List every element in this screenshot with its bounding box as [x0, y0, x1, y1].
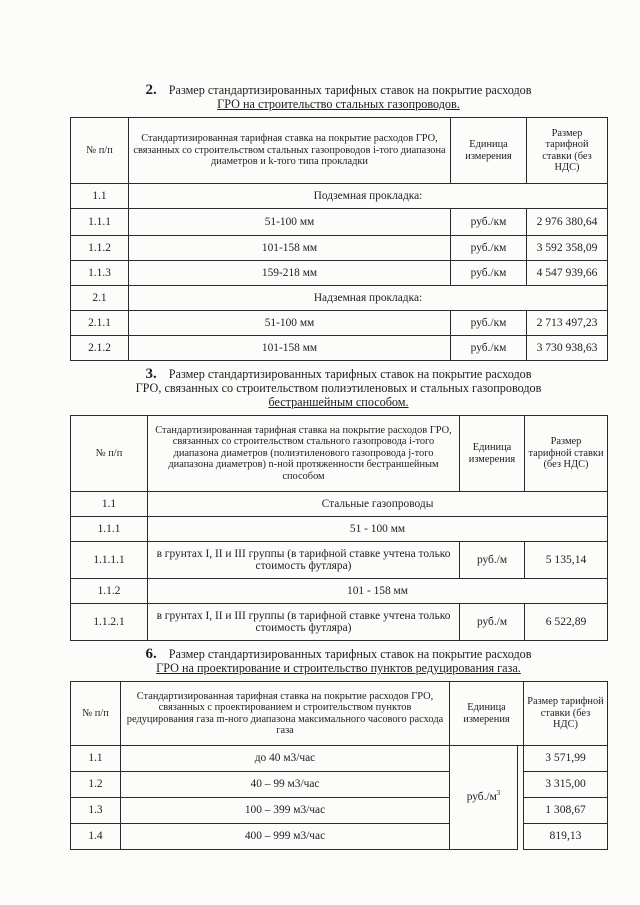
- table-row: [71, 517, 608, 542]
- header-num: № п/п: [71, 682, 121, 746]
- header-value: Размер тарифной ставки (без НДС): [525, 416, 608, 492]
- row-desc: 100 – 399 м3/час: [121, 798, 450, 824]
- row-num: 1.1: [71, 492, 148, 517]
- row-num: 1.1.1: [71, 517, 148, 542]
- header-value: Размер тарифной ставки (без НДС): [524, 682, 608, 746]
- header-desc: Стандартизированная тарифная ставка на покрытие расходов ГРО, связанных с проектированием и строительством пунктов редуцирования газа m-ного диапазона максимального часового расхода газа: [121, 682, 450, 746]
- section-3-heading: [70, 367, 607, 409]
- section-title: ГРО на строительство стальных газопроводов.: [217, 97, 460, 111]
- merged-unit-cell: [450, 746, 518, 850]
- row-unit: руб./км: [451, 261, 527, 286]
- table-row: [71, 261, 608, 286]
- row-num: 1.1.2: [71, 579, 148, 604]
- row-desc: 51-100 мм: [129, 311, 451, 336]
- row-num: 1.1.1: [71, 209, 129, 236]
- row-unit: руб./км: [451, 209, 527, 236]
- table-row: [71, 311, 608, 336]
- row-subheading: Стальные газопроводы: [148, 492, 608, 517]
- row-unit: руб./м: [460, 542, 525, 579]
- row-num: 2.1.1: [71, 311, 129, 336]
- table-row: [71, 492, 608, 517]
- table-row: [71, 184, 608, 209]
- unit-text: руб./м: [466, 791, 497, 804]
- section-title: бестраншейным способом.: [268, 395, 409, 409]
- row-num: 1.1.2: [71, 236, 129, 261]
- row-value: 3 571,99: [524, 746, 608, 772]
- table-row: [71, 542, 608, 579]
- row-num: 1.1: [71, 184, 129, 209]
- table-header-row: [71, 118, 608, 184]
- row-desc: 101-158 мм: [129, 336, 451, 361]
- row-desc: в грунтах I, II и III группы (в тарифной ставке учтена только стоимость футляра): [148, 604, 460, 641]
- row-subheading: Надземная прокладка:: [129, 286, 608, 311]
- section-number: 2.: [145, 82, 157, 98]
- row-value: 3 315,00: [524, 772, 608, 798]
- row-unit: руб./м: [460, 604, 525, 641]
- row-num: 2.1.2: [71, 336, 129, 361]
- row-num: 1.2: [71, 772, 121, 798]
- section-number: 3.: [145, 366, 157, 382]
- row-value: 4 547 939,66: [527, 261, 608, 286]
- row-desc: 51-100 мм: [129, 209, 451, 236]
- section-3: [70, 367, 607, 641]
- tariff-table-6: [70, 681, 608, 850]
- header-desc: Стандартизированная тарифная ставка на покрытие расходов ГРО, связанных со строительством стального газопровода i-того диапазона диаметров (полиэтиленового газопровода j-того диапазона диаметров) n-ной протяженности бестраншейным способом: [148, 416, 460, 492]
- header-unit: Единица измерения: [460, 416, 525, 492]
- row-value: 819,13: [524, 824, 608, 850]
- row-desc: в грунтах I, II и III группы (в тарифной ставке учтена только стоимость футляра): [148, 542, 460, 579]
- row-value: 2 713 497,23: [527, 311, 608, 336]
- table-row: [71, 579, 608, 604]
- section-2-heading: [70, 83, 607, 111]
- header-num: № п/п: [71, 118, 129, 184]
- section-title: ГРО на проектирование и строительство пунктов редуцирования газа.: [156, 661, 521, 675]
- row-value: 3 592 358,09: [527, 236, 608, 261]
- row-value: 2 976 380,64: [527, 209, 608, 236]
- tariff-table-2: [70, 117, 608, 361]
- row-value: 5 135,14: [525, 542, 608, 579]
- section-title: Размер стандартизированных тарифных ставок на покрытие расходов: [168, 647, 532, 661]
- table-row: [71, 746, 608, 772]
- section-title: Размер стандартизированных тарифных ставок на покрытие расходов: [168, 367, 532, 381]
- table-header-row: [71, 416, 608, 492]
- table-row: [71, 286, 608, 311]
- row-unit: руб./км: [451, 311, 527, 336]
- row-unit: руб./км: [451, 236, 527, 261]
- header-num: № п/п: [71, 416, 148, 492]
- row-value: 6 522,89: [525, 604, 608, 641]
- tariff-table-3: [70, 415, 608, 641]
- unit-superscript: 3: [496, 789, 501, 798]
- table-row: [71, 236, 608, 261]
- row-num: 1.3: [71, 798, 121, 824]
- row-num: 1.4: [71, 824, 121, 850]
- row-num: 1.1.2.1: [71, 604, 148, 641]
- table-row: [71, 824, 608, 850]
- table-row: [71, 209, 608, 236]
- row-subheading: 51 - 100 мм: [148, 517, 608, 542]
- row-num: 2.1: [71, 286, 129, 311]
- row-subheading: Подземная прокладка:: [129, 184, 608, 209]
- row-desc: до 40 м3/час: [121, 746, 450, 772]
- table-header-row: [71, 682, 608, 746]
- section-6-heading: [70, 647, 607, 675]
- row-value: 1 308,67: [524, 798, 608, 824]
- section-6: [70, 647, 607, 850]
- section-title: Размер стандартизированных тарифных ставок на покрытие расходов: [168, 83, 532, 97]
- table-row: [71, 604, 608, 641]
- header-unit: Единица измерения: [450, 682, 524, 746]
- row-unit: руб./км: [451, 336, 527, 361]
- row-subheading: 101 - 158 мм: [148, 579, 608, 604]
- row-num: 1.1.1.1: [71, 542, 148, 579]
- header-desc: Стандартизированная тарифная ставка на покрытие расходов ГРО, связанных со строительством стальных газопроводов i-того диапазона диаметров и k-того типа прокладки: [129, 118, 451, 184]
- section-number: 6.: [145, 646, 157, 662]
- row-desc: 400 – 999 м3/час: [121, 824, 450, 850]
- section-2: [70, 83, 607, 361]
- header-unit: Единица измерения: [451, 118, 527, 184]
- table-row: [71, 336, 608, 361]
- row-num: 1.1.3: [71, 261, 129, 286]
- row-desc: 159-218 мм: [129, 261, 451, 286]
- row-num: 1.1: [71, 746, 121, 772]
- table-row: [71, 798, 608, 824]
- row-value: 3 730 938,63: [527, 336, 608, 361]
- header-value: Размер тарифной ставки (без НДС): [527, 118, 608, 184]
- row-desc: 101-158 мм: [129, 236, 451, 261]
- table-row: [71, 772, 608, 798]
- section-title: ГРО, связанных со строительством полиэтиленовых и стальных газопроводов: [135, 381, 542, 395]
- row-desc: 40 – 99 м3/час: [121, 772, 450, 798]
